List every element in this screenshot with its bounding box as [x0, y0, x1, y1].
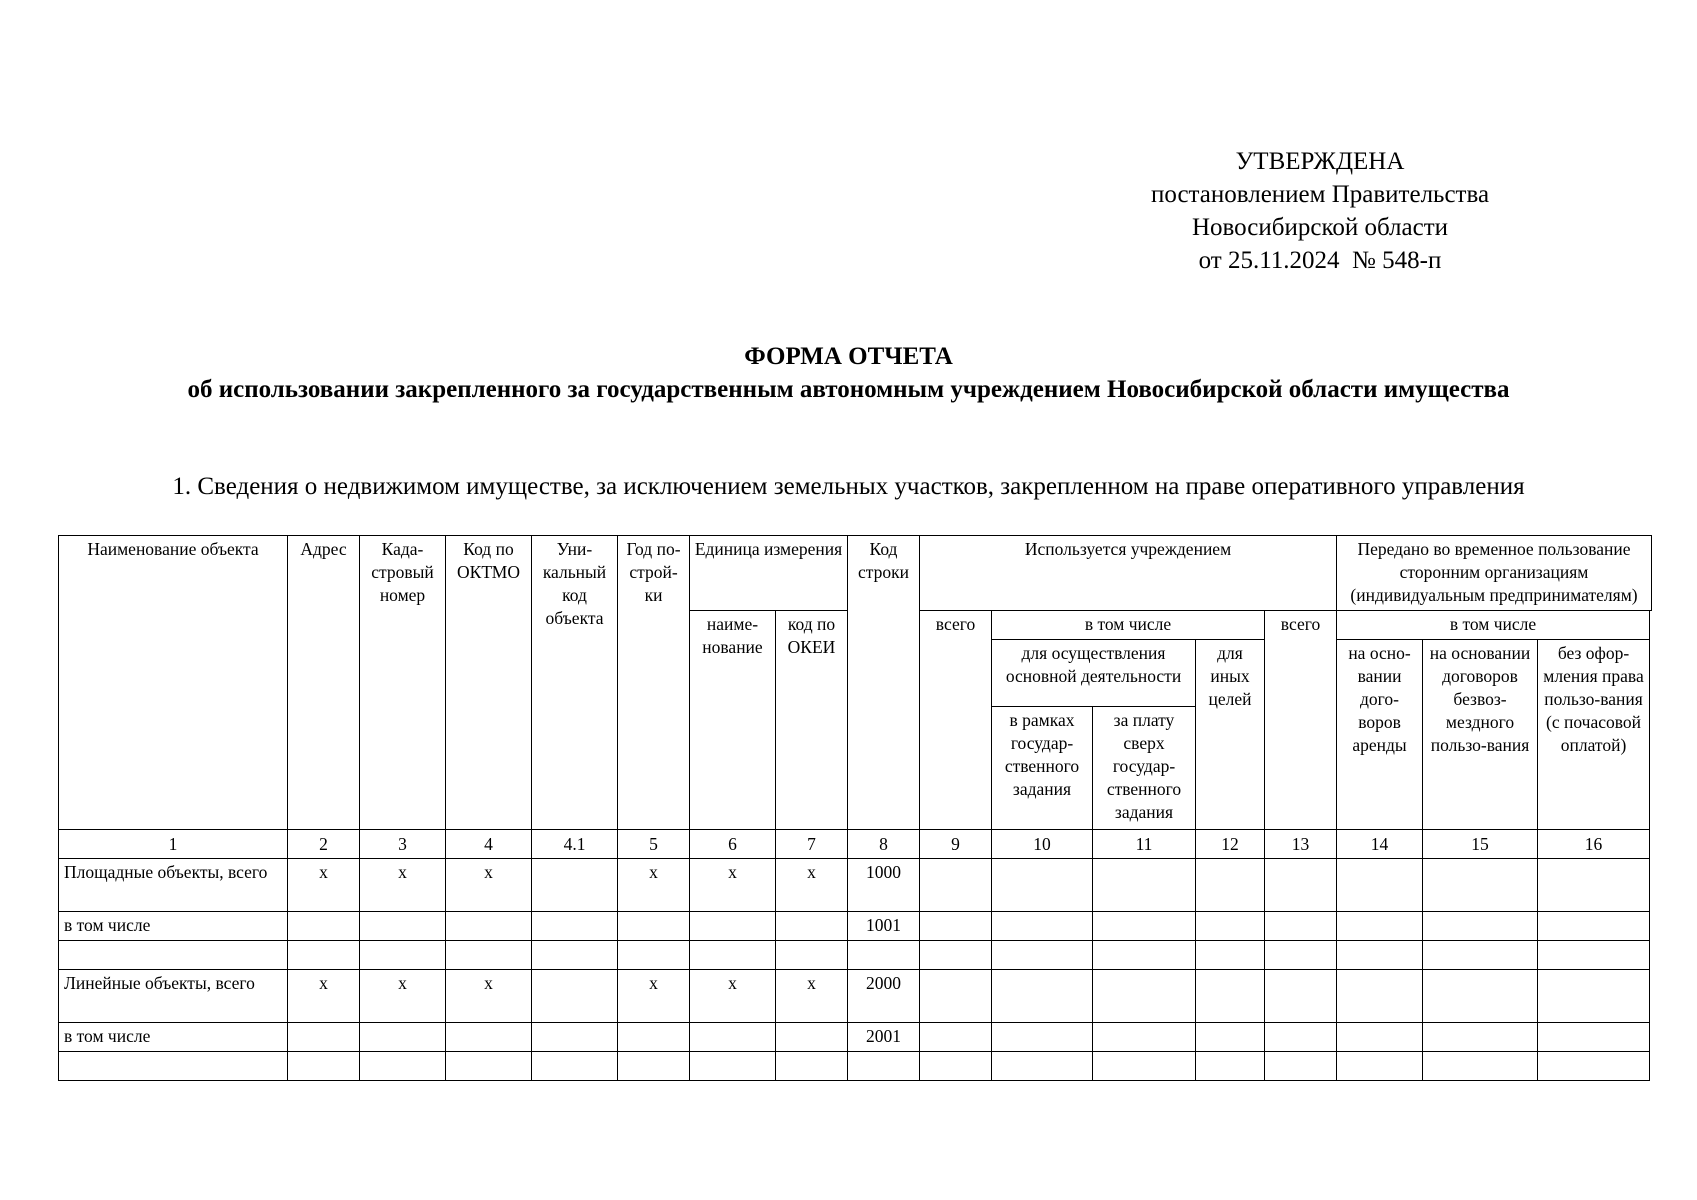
column-number: 1	[59, 830, 288, 859]
cell-cadastral[interactable]: х	[360, 970, 446, 1023]
cell-value[interactable]	[1093, 912, 1196, 941]
cell-value[interactable]	[1093, 970, 1196, 1023]
header-used-total: всего	[920, 611, 992, 830]
cell-value[interactable]	[992, 859, 1093, 912]
header-lease: на осно-вании дого-воров аренды	[1337, 640, 1423, 830]
cell-value[interactable]	[992, 941, 1093, 970]
cell-year[interactable]: х	[618, 970, 690, 1023]
column-number: 10	[992, 830, 1093, 859]
header-year: Год по-строй-ки	[618, 536, 690, 830]
cell-address[interactable]	[288, 912, 360, 941]
cell-value[interactable]	[1337, 970, 1423, 1023]
header-address: Адрес	[288, 536, 360, 830]
header-transferred-including: в том числе	[1337, 611, 1650, 640]
cell-oktmo[interactable]: х	[446, 970, 532, 1023]
cell-value[interactable]	[992, 1023, 1093, 1052]
cell-value[interactable]	[1337, 912, 1423, 941]
cell-unit-okei[interactable]	[776, 1023, 848, 1052]
cell-value[interactable]	[1196, 859, 1265, 912]
cell-value[interactable]	[1265, 912, 1337, 941]
header-unit-name: наиме-нование	[690, 611, 776, 830]
cell-value[interactable]	[920, 912, 992, 941]
row-name: в том числе	[59, 1023, 288, 1052]
document-title	[0, 340, 1697, 406]
column-number: 15	[1423, 830, 1538, 859]
cell-value[interactable]	[1093, 941, 1196, 970]
cell-cadastral[interactable]	[360, 1023, 446, 1052]
cell-year[interactable]	[618, 1023, 690, 1052]
row-name: Площадные объекты, всего	[59, 859, 288, 912]
header-unique-code: Уни-кальный код объекта	[532, 536, 618, 830]
cell-unit-okei[interactable]	[776, 912, 848, 941]
cell-unit-okei[interactable]	[776, 1052, 848, 1081]
cell-value[interactable]	[1538, 970, 1650, 1023]
cell-value[interactable]	[1265, 1052, 1337, 1081]
header-oktmo: Код по ОКТМО	[446, 536, 532, 830]
header-free-use: на основании договоров безвоз-мездного пользо-вания	[1423, 640, 1538, 830]
cell-value[interactable]	[1337, 1052, 1423, 1081]
cell-value[interactable]	[1423, 970, 1538, 1023]
cell-line-code: 2001	[848, 1023, 920, 1052]
table-row	[59, 859, 1652, 912]
cell-unit-okei[interactable]: х	[776, 859, 848, 912]
cell-value[interactable]	[1538, 859, 1650, 912]
cell-value[interactable]	[992, 970, 1093, 1023]
table-row	[59, 1052, 1652, 1081]
header-used-including: в том числе	[992, 611, 1265, 640]
cell-unique-code[interactable]	[532, 941, 618, 970]
cell-value[interactable]	[1196, 1052, 1265, 1081]
column-number: 8	[848, 830, 920, 859]
section-heading: 1. Сведения о недвижимом имуществе, за исключением земельных участков, закрепленном на праве оперативного управления	[172, 473, 1525, 500]
table-row	[59, 912, 1652, 941]
cell-unique-code[interactable]	[532, 1052, 618, 1081]
header-state-task: в рамках государ-ственного задания	[992, 707, 1093, 830]
cell-year[interactable]	[618, 941, 690, 970]
cell-value[interactable]	[1538, 941, 1650, 970]
cell-oktmo[interactable]	[446, 941, 532, 970]
cell-address[interactable]	[288, 1052, 360, 1081]
cell-address[interactable]	[288, 941, 360, 970]
cell-unique-code[interactable]	[532, 970, 618, 1023]
cell-value[interactable]	[1538, 1052, 1650, 1081]
cell-oktmo[interactable]	[446, 1052, 532, 1081]
cell-value[interactable]	[992, 1052, 1093, 1081]
cell-value[interactable]	[1093, 1023, 1196, 1052]
title-line: об использовании закрепленного за государственным автономным учреждением Новосибирской области имущества	[187, 376, 1510, 403]
cell-unit-name[interactable]	[690, 912, 776, 941]
cell-value[interactable]	[920, 970, 992, 1023]
cell-value[interactable]	[1196, 912, 1265, 941]
cell-value[interactable]	[1423, 1052, 1538, 1081]
header-unit: Единица измерения	[690, 536, 848, 611]
cell-unit-name[interactable]	[690, 1052, 776, 1081]
cell-value[interactable]	[1265, 1023, 1337, 1052]
column-number: 12	[1196, 830, 1265, 859]
approval-line: постановлением Правительства	[1150, 181, 1490, 208]
approval-block	[1150, 145, 1490, 277]
cell-unique-code[interactable]	[532, 1023, 618, 1052]
cell-oktmo[interactable]	[446, 912, 532, 941]
header-paid-over: за плату сверх государ-ственного задания	[1093, 707, 1196, 830]
column-number: 14	[1337, 830, 1423, 859]
cell-cadastral[interactable]	[360, 1052, 446, 1081]
column-number: 4	[446, 830, 532, 859]
table-row	[59, 1023, 1652, 1052]
cell-value[interactable]	[992, 912, 1093, 941]
cell-cadastral[interactable]	[360, 941, 446, 970]
row-name[interactable]	[59, 1052, 288, 1081]
cell-address[interactable]: х	[288, 859, 360, 912]
approval-line: УТВЕРЖДЕНА	[1235, 148, 1405, 175]
header-line-code: Код строки	[848, 536, 920, 830]
column-number: 4.1	[532, 830, 618, 859]
cell-cadastral[interactable]	[360, 912, 446, 941]
cell-year[interactable]	[618, 1052, 690, 1081]
cell-value[interactable]	[1423, 1023, 1538, 1052]
header-cadastral: Када-стровый номер	[360, 536, 446, 830]
cell-value[interactable]	[920, 1023, 992, 1052]
cell-value[interactable]	[1196, 970, 1265, 1023]
cell-oktmo[interactable]: х	[446, 859, 532, 912]
column-number: 16	[1538, 830, 1650, 859]
header-main-activity: для осуществления основной деятельности	[992, 640, 1196, 707]
cell-value[interactable]	[1538, 912, 1650, 941]
column-number: 11	[1093, 830, 1196, 859]
header-no-right: без офор-мления права пользо-вания (с почасовой оплатой)	[1538, 640, 1650, 830]
cell-year[interactable]	[618, 912, 690, 941]
header-other-purposes: для иных целей	[1196, 640, 1265, 830]
approval-line: от 25.11.2024 № 548-п	[1198, 247, 1442, 274]
cell-unique-code[interactable]	[532, 912, 618, 941]
column-number: 2	[288, 830, 360, 859]
column-numbers-row	[59, 830, 1652, 859]
cell-year[interactable]: х	[618, 859, 690, 912]
column-number: 13	[1265, 830, 1337, 859]
header-transferred-total: всего	[1265, 611, 1337, 830]
column-number: 7	[776, 830, 848, 859]
cell-value[interactable]	[1265, 970, 1337, 1023]
cell-line-code: 1001	[848, 912, 920, 941]
row-name: в том числе	[59, 912, 288, 941]
cell-value[interactable]	[1423, 859, 1538, 912]
cell-value[interactable]	[920, 859, 992, 912]
cell-line-code[interactable]	[848, 1052, 920, 1081]
cell-value[interactable]	[1196, 941, 1265, 970]
cell-address[interactable]	[288, 1023, 360, 1052]
title-line: ФОРМА ОТЧЕТА	[744, 343, 953, 370]
cell-value[interactable]	[1265, 859, 1337, 912]
cell-address[interactable]: х	[288, 970, 360, 1023]
cell-unit-okei[interactable]: х	[776, 970, 848, 1023]
report-table	[58, 535, 1652, 1081]
table-row	[59, 970, 1652, 1023]
cell-value[interactable]	[1337, 859, 1423, 912]
column-number: 5	[618, 830, 690, 859]
cell-unit-okei[interactable]	[776, 941, 848, 970]
cell-unique-code[interactable]	[532, 859, 618, 912]
cell-line-code[interactable]	[848, 941, 920, 970]
cell-value[interactable]	[1423, 941, 1538, 970]
header-used: Используется учреждением	[920, 536, 1337, 611]
cell-value[interactable]	[920, 1052, 992, 1081]
cell-value[interactable]	[1538, 1023, 1650, 1052]
cell-cadastral[interactable]: х	[360, 859, 446, 912]
cell-value[interactable]	[1093, 859, 1196, 912]
column-number: 9	[920, 830, 992, 859]
cell-value[interactable]	[1337, 941, 1423, 970]
cell-unit-name[interactable]	[690, 1023, 776, 1052]
cell-unit-name[interactable]: х	[690, 970, 776, 1023]
column-number: 6	[690, 830, 776, 859]
cell-line-code: 2000	[848, 970, 920, 1023]
header-name: Наименование объекта	[59, 536, 288, 830]
cell-value[interactable]	[1265, 941, 1337, 970]
header-unit-okei: код по ОКЕИ	[776, 611, 848, 830]
header-transferred: Передано во временное пользование сторонним организациям (индивидуальным предпринимателям)	[1337, 536, 1652, 611]
cell-line-code: 1000	[848, 859, 920, 912]
cell-unit-name[interactable]	[690, 941, 776, 970]
column-number: 3	[360, 830, 446, 859]
cell-value[interactable]	[1093, 1052, 1196, 1081]
cell-value[interactable]	[920, 941, 992, 970]
row-name: Линейные объекты, всего	[59, 970, 288, 1023]
cell-value[interactable]	[1196, 1023, 1265, 1052]
cell-value[interactable]	[1423, 912, 1538, 941]
cell-oktmo[interactable]	[446, 1023, 532, 1052]
cell-unit-name[interactable]: х	[690, 859, 776, 912]
row-name[interactable]	[59, 941, 288, 970]
approval-line: Новосибирской области	[1191, 214, 1449, 241]
cell-value[interactable]	[1337, 1023, 1423, 1052]
table-row	[59, 941, 1652, 970]
